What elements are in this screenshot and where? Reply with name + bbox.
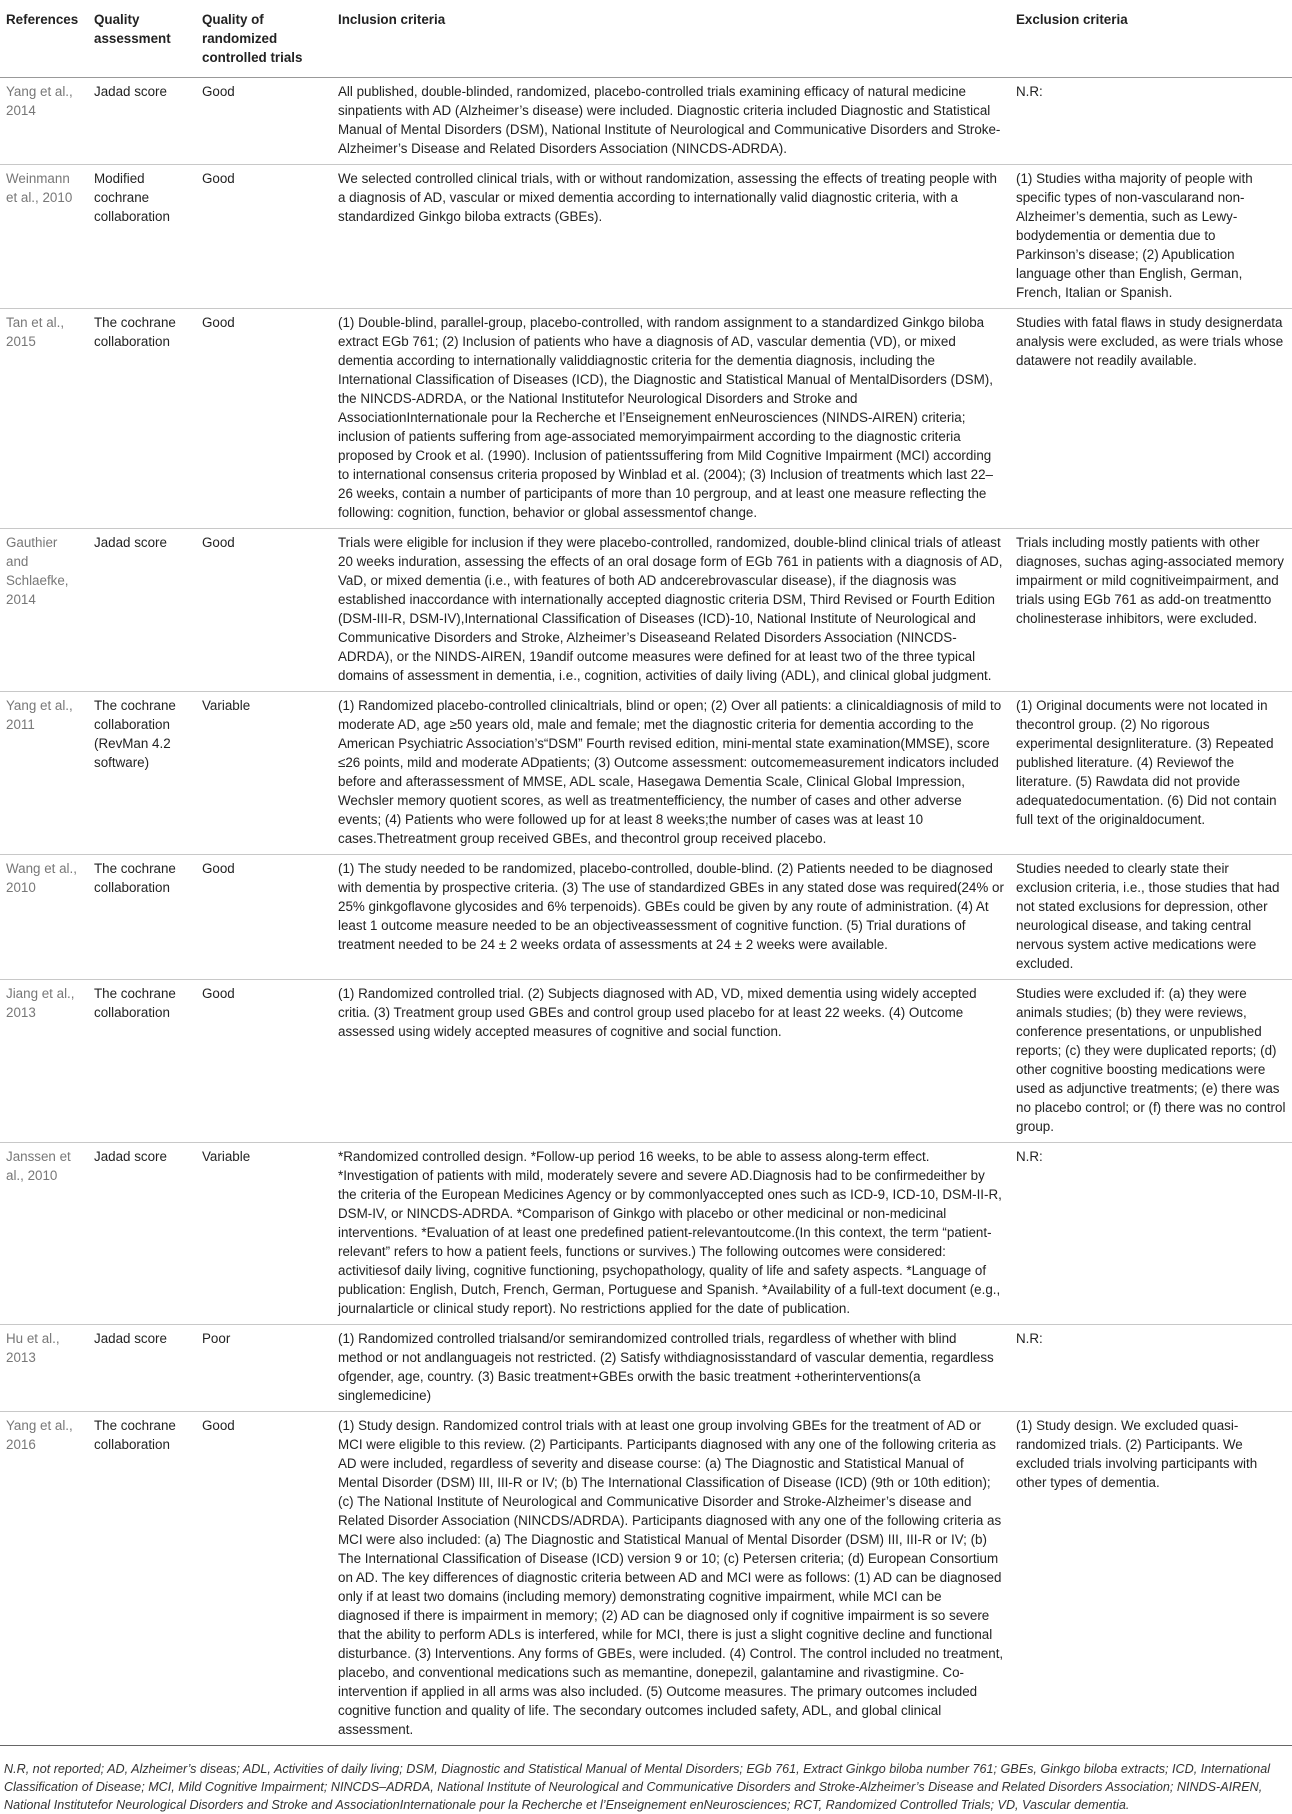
table-row — [0, 309, 1292, 529]
quality-assessment-cell: Jadad score — [94, 1331, 167, 1346]
quality-assessment-cell: The cochrane collaboration — [94, 861, 176, 895]
exclusion-cell: (1) Studies witha majority of people with specific types of non-vascularand non-Alzheimer’s dementia, such as Lewy-bodydementia or dementia due to Parkinson’s disease; (2) Apublication language other than English, German, French, Italian or Spanish. — [1016, 171, 1253, 300]
reference-link[interactable]: Hu et al., 2013 — [6, 1331, 60, 1365]
quality-assessment-cell: Jadad score — [94, 84, 167, 99]
exclusion-cell: (1) Study design. We excluded quasi-randomized trials. (2) Participants. We excluded trials involving participants with other types of dementia. — [1016, 1418, 1258, 1490]
table-footnote: N.R, not reported; AD, Alzheimer’s diseas; ADL, Activities of daily living; DSM, Diagnostic and Statistical Manual of Mental Disorders; EGb 761, Extract Ginkgo biloba number 761; GBEs, Ginkgo biloba extracts; ICD, International Classification of Disease; MCI, Mild Cognitive Impairment; NINCDS–ADRDA, National Institute of Neurological and Communicative Disorders and Stroke-Alzheimer’s Disease and Related Disorders Association; NINDS-AIREN, National Institutefor Neurological Disorders and Stroke and AssociationInternationale pour la Recherche et l’Enseignement enNeurosciences; RCT, Randomized Controlled Trials; VD, Vascular dementia. — [4, 1762, 1271, 1812]
exclusion-cell: Trials including mostly patients with other diagnoses, suchas aging-associated memory impairment or mild cognitiveimpairment, and trials using EGb 761 as add-on treatmentto cholinesterase inhibitors, were excluded. — [1016, 535, 1284, 626]
quality-rct-cell: Good — [202, 1418, 235, 1433]
exclusion-cell: N.R: — [1016, 1149, 1043, 1164]
reference-link[interactable]: Yang et al., 2011 — [6, 698, 73, 732]
reference-link[interactable]: Tan et al., 2015 — [6, 315, 65, 349]
quality-rct-cell: Good — [202, 315, 235, 330]
table-header-row — [0, 0, 1292, 78]
quality-rct-cell: Good — [202, 171, 235, 186]
table-row — [0, 78, 1292, 165]
reference-link[interactable]: Janssen et al., 2010 — [6, 1149, 71, 1183]
table-row — [0, 1143, 1292, 1325]
reference-link[interactable]: Yang et al., 2016 — [6, 1418, 73, 1452]
inclusion-cell: (1) Randomized placebo-controlled clinicaltrials, blind or open; (2) Over all patients: a clinicaldiagnosis of mild to moderate AD, age ≥50 years old, male and female; met the diagnostic criteria for dementia according to the American Psychiatric Association’s“DSM” Fourth revised edition, mini-mental state examination(MMSE), score ≤26 points, mild and moderate ADpatients; (3) Outcome assessment: outcomemeasurement indicators included before and afterassessment of MMSE, ADL scale, Hasegawa Dementia Scale, Clinical Global Impression, Wechsler memory quotient scores, as well as treatmentefficiency, the number of cases and other adverse events; (4) Patients who were followed up for at least 8 weeks;the number of cases was at least 10 cases.Thetreatment group received GBEs, and thecontrol group received placebo. — [338, 698, 1002, 846]
header-inclusion: Inclusion criteria — [338, 12, 446, 27]
quality-rct-cell: Good — [202, 84, 235, 99]
exclusion-cell: (1) Original documents were not located in thecontrol group. (2) No rigorous experimental designliterature. (3) Repeated published literature. (4) Reviewof the literature. (5) Rawdata did not provide adequatedocumentation. (6) Did not contain full text of the originaldocument. — [1016, 698, 1277, 827]
quality-rct-cell: Variable — [202, 698, 251, 713]
inclusion-cell: *Randomized controlled design. *Follow-up period 16 weeks, to be able to assess along-term effect. *Investigation of patients with mild, moderately severe and severe AD.Diagnosis had to be confirmedeither by the criteria of the European Medicines Agency or by commonlyaccepted ones such as ICD-9, ICD-10, DSM-II-R, DSM-IV, or NINCDS-ADRDA. *Comparison of Ginkgo with placebo or other medicinal or non-medicinal interventions. *Evaluation of at least one predefined patient-relevantoutcome.(In this context, the term “patient-relevant” refers to how a patient feels, functions or survives.) The following outcomes were considered: activitiesof daily living, cognitive functioning, psychopathology, quality of life and safety aspects. *Language of publication: English, Dutch, French, German, Portuguese and Spanish. *Availability of a full-text document (e.g., journalarticle or clinical study report). No restrictions applied for the date of publication. — [338, 1149, 1002, 1316]
inclusion-cell: (1) Study design. Randomized control trials with at least one group involving GBEs for the treatment of AD or MCI were eligible to this review. (2) Participants. Participants diagnosed with any one of the following criteria as AD were included, regardless of severity and disease course: (a) The Diagnostic and Statistical Manual of Mental Disorder (DSM) III, III-R or IV; (b) The International Classification of Disease (ICD) (9th or 10th edition); (c) The National Institute of Neurological and Communicative Disorder and Stroke-Alzheimer’s disease and Related Disorder Association (NINCDS/ADRDA). Participants diagnosed with any one of the following criteria as MCI were also included: (a) The Diagnostic and Statistical Manual of Mental Disorder (DSM) III, III-R or IV; (b) The International Classification of Disease (ICD) version 9 or 10; (c) Petersen criteria; (d) European Consortium on AD. The key differences of diagnostic criteria between AD and MCI were as follows: (1) AD can be diagnosed only if at least two domains (including memory) demonstrating cognitive impairment, while MCI can be diagnosed if there is impairment in memory; (2) AD can be diagnosed only if cognitive impairment is so severe that the ability to perform ADLs is interfered, while for MCI, there is just a slight cognitive decline and functional disturbance. (3) Interventions. Any forms of GBEs, were included. (4) Control. The control included no treatment, placebo, and conventional medications such as memantine, donepezil, galantamine and rivastigmine. Co-intervention if applied in all arms was also included. (5) Outcome measures. The primary outcomes included cognitive function and quality of life. The secondary outcomes included safety, ADL, and global clinical assessment. — [338, 1418, 1004, 1737]
quality-assessment-cell: The cochrane collaboration — [94, 315, 176, 349]
header-quality-assessment: Quality assessment — [94, 12, 171, 46]
quality-rct-cell: Good — [202, 861, 235, 876]
reference-link[interactable]: Yang et al., 2014 — [6, 84, 73, 118]
quality-assessment-cell: The cochrane collaboration — [94, 1418, 176, 1452]
table-row — [0, 165, 1292, 309]
quality-assessment-cell: Jadad score — [94, 535, 167, 550]
inclusion-cell: We selected controlled clinical trials, with or without randomization, assessing the effects of treating people with a diagnosis of AD, vascular or mixed dementia according to internationally valid diagnostic criteria, with a standardized Ginkgo biloba extracts (GBEs). — [338, 171, 997, 224]
quality-assessment-cell: The cochrane collaboration (RevMan 4.2 software) — [94, 698, 176, 770]
table-row — [0, 855, 1292, 980]
header-exclusion: Exclusion criteria — [1016, 12, 1128, 27]
quality-rct-cell: Good — [202, 986, 235, 1001]
reference-link[interactable]: Gauthier and Schlaefke, 2014 — [6, 535, 69, 607]
inclusion-cell: (1) Double-blind, parallel-group, placebo-controlled, with random assignment to a standardized Ginkgo biloba extract EGb 761; (2) Inclusion of patients who have a diagnosis of AD, vascular dementia (VD), or mixed dementia according to internationally validdiagnostic criteria for the dementia diagnosis, including the International Classification of Diseases (ICD), the Diagnostic and Statistical Manual of MentalDisorders (DSM), the NINCDS-ADRDA, or the National Institutefor Neurological Disorders and Stroke and AssociationInternationale pour la Recherche et l’Enseignement enNeurosciences (NINDS-AIREN) criteria; inclusion of patients suffering from age-associated memoryimpairment according to the diagnostic criteria proposed by Crook et al. (1990). Inclusion of patientssuffering from Mild Cognitive Impairment (MCI) according to international consensus criteria proposed by Winblad et al. (2004); (3) Inclusion of treatments which last 22–26 weeks, contain a number of participants of more than 10 pergroup, and at least one measure reflecting the following: cognition, function, behavior or global assessmentof change. — [338, 315, 993, 520]
inclusion-cell: Trials were eligible for inclusion if they were placebo-controlled, randomized, double-blind clinical trials of atleast 20 weeks induration, assessing the effects of an oral dosage form of EGb 761 in patients with a diagnosis of AD, VaD, or mixed dementia (i.e., with features of both AD andcerebrovascular disease), if the diagnosis was established inaccordance with internationally accepted diagnostic criteria DSM, Third Revised or Fourth Edition (DSM-III-R, DSM-IV),International Classification of Diseases (ICD)-10, National Institute of Neurological and Communicative Disorders and Stroke, Alzheimer’s Diseaseand Related Disorders Association (NINCDS-ADRDA), or the NINDS-AIREN, 19andif outcome measures were defined for at least two of the three typical domains of assessment in dementia, i.e., cognition, activities of daily living (ADL), and clinical global judgment. — [338, 535, 1003, 683]
exclusion-cell: Studies were excluded if: (a) they were animals studies; (b) they were reviews, conference presentations, or unpublished reports; (c) they were duplicated reports; (d) other cognitive boosting medications were used as adjunctive treatments; (e) there was no placebo control; or (f) there was no control group. — [1016, 986, 1286, 1134]
exclusion-cell: N.R: — [1016, 1331, 1043, 1346]
header-quality-rct: Quality of randomized controlled trials — [202, 12, 303, 65]
reference-link[interactable]: Wang et al., 2010 — [6, 861, 77, 895]
inclusion-cell: (1) Randomized controlled trial. (2) Subjects diagnosed with AD, VD, mixed dementia using widely accepted critia. (3) Treatment group used GBEs and control group used placebo for at least 22 weeks. (4) Outcome assessed using widely accepted measures of cognitive and social function. — [338, 986, 977, 1039]
reference-link[interactable]: Jiang et al., 2013 — [6, 986, 75, 1020]
header-references: References — [6, 12, 79, 27]
table-row — [0, 529, 1292, 692]
table-row — [0, 692, 1292, 855]
table-row — [0, 980, 1292, 1143]
quality-rct-cell: Variable — [202, 1149, 251, 1164]
quality-rct-cell: Good — [202, 535, 235, 550]
exclusion-cell: Studies with fatal flaws in study designerdata analysis were excluded, as were trials whose datawere not readily available. — [1016, 315, 1284, 368]
quality-assessment-cell: Modified cochrane collaboration — [94, 171, 170, 224]
quality-rct-cell: Poor — [202, 1331, 231, 1346]
reference-link[interactable]: Weinmann et al., 2010 — [6, 171, 73, 205]
inclusion-cell: (1) The study needed to be randomized, placebo-controlled, double-blind. (2) Patients needed to be diagnosed with dementia by prospective criteria. (3) The use of standardized GBEs in any stated dose was required(24% or 25% ginkgoflavone glycosides and 6% terpenoids). GBEs could be given by any route of administration. (4) At least 1 outcome measure needed to be an objectiveassessment of cognitive function. (5) Trial durations of treatment needed to be 24 ± 2 weeks ordata of assessments at 24 ± 2 weeks were available. — [338, 861, 1004, 952]
inclusion-cell: All published, double-blinded, randomized, placebo-controlled trials examining efficacy of natural medicine sinpatients with AD (Alzheimer’s disease) were included. Diagnostic criteria included Diagnostic and Statistical Manual of Mental Disorders (DSM), National Institute of Neurological and Communicative Disorders and Stroke-Alzheimer’s Disease and Related Disorders Association (NINCDS-ADRDA). — [338, 84, 1001, 156]
inclusion-cell: (1) Randomized controlled trialsand/or semirandomized controlled trials, regardless of whether with blind method or not andlanguageis not restricted. (2) Satisfy withdiagnosisstandard of vascular dementia, regardless ofgender, age, country. (3) Basic treatment+GBEs orwith the basic treatment +otherinterventions(a singlemedicine) — [338, 1331, 994, 1403]
exclusion-cell: Studies needed to clearly state their exclusion criteria, i.e., those studies that had not stated exclusions for depression, other neurological disease, and taking central nervous system active medications were excluded. — [1016, 861, 1280, 971]
table-row — [0, 1412, 1292, 1746]
table-row — [0, 1325, 1292, 1412]
quality-assessment-cell: The cochrane collaboration — [94, 986, 176, 1020]
exclusion-cell: N.R: — [1016, 84, 1043, 99]
quality-assessment-cell: Jadad score — [94, 1149, 167, 1164]
